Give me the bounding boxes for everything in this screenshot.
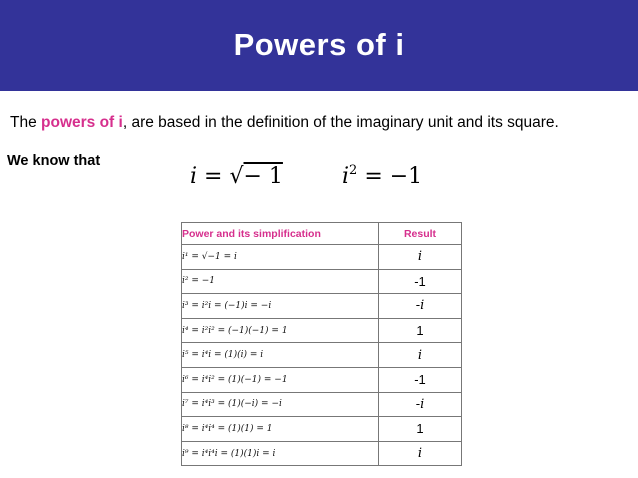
table-row [182,392,462,417]
power-expression: i¹ = √−1 = i [182,245,379,270]
table-row [182,269,462,294]
power-expression: i³ = i²i = (−1)i = −i [182,294,379,319]
def1-radicand: − 1 [243,164,283,189]
table-row [182,294,462,319]
def2-exp: 2 [349,163,358,178]
intro-highlight: powers of i [41,114,123,131]
power-result: -i [379,392,462,417]
intro-prefix: The [10,114,42,131]
intro-suffix: , are based in the definition of the imaginary unit and its square. [122,114,559,131]
table-header-row [182,223,462,245]
power-result: i [379,441,462,466]
page-title: Powers of i [233,26,405,62]
def1-lhs: i [190,164,198,189]
def1-root: √ [229,164,244,189]
table-row [182,417,462,442]
power-expression: i⁶ = i⁴i² = (1)(−1) = −1 [182,367,379,392]
table-row [182,367,462,392]
power-result: i [379,245,462,270]
def1-eq: = [197,164,230,189]
power-result: -1 [379,367,462,392]
title-bar [0,0,638,91]
power-result: -1 [379,269,462,294]
power-expression: i⁴ = i²i² = (−1)(−1) = 1 [182,318,379,343]
power-expression: i⁹ = i⁴i⁴i = (1)(1)i = i [182,441,379,466]
power-expression: i⁸ = i⁴i⁴ = (1)(1) = 1 [182,417,379,442]
power-expression: i² = −1 [182,269,379,294]
table-row [182,441,462,466]
def2-rhs: = −1 [357,164,423,189]
table-row [182,318,462,343]
power-result: 1 [379,318,462,343]
def2-base: i [342,164,350,189]
definition-i-formula [190,164,283,189]
we-know-label: We know that [7,153,101,169]
power-result: -i [379,294,462,319]
intro-text [10,114,559,132]
table-row [182,245,462,270]
header-result: Result [379,223,462,245]
powers-table [181,222,462,466]
power-result: 1 [379,417,462,442]
definition-i-squared-formula [342,164,422,189]
power-expression: i⁷ = i⁴i³ = (1)(−i) = −i [182,392,379,417]
power-result: i [379,343,462,368]
power-expression: i⁵ = i⁴i = (1)(i) = i [182,343,379,368]
header-power: Power and its simplification [182,223,379,245]
table-row [182,343,462,368]
